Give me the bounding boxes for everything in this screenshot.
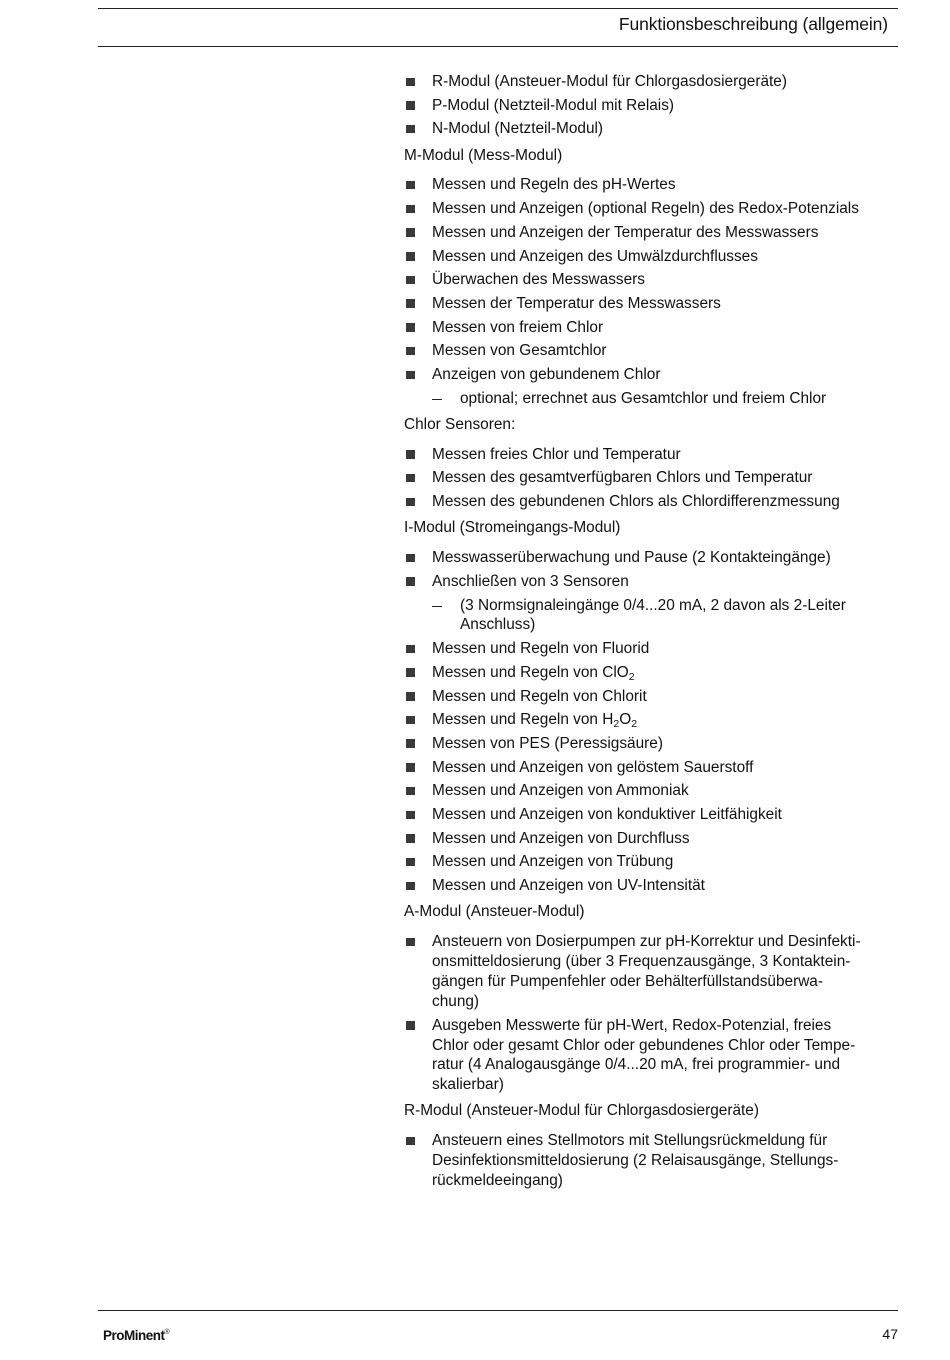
list-item: Messen und Anzeigen von Ammoniak [404, 781, 904, 801]
dash-bullet-icon [432, 606, 442, 608]
square-bullet-icon [406, 323, 415, 332]
square-bullet-icon [406, 181, 415, 190]
list-item: P-Modul (Netzteil-Modul mit Relais) [404, 96, 904, 116]
square-bullet-icon [406, 228, 415, 237]
page-number: 47 [882, 1326, 898, 1342]
square-bullet-icon [406, 1137, 415, 1146]
square-bullet-icon [406, 577, 415, 586]
list-item: Ansteuern von Dosierpumpen zur pH-Korrektur und Desinfekti- onsmitteldosierung (über 3 Frequenzausgänge, 3 Kontaktein- gängen für Pumpenfehler oder Behälterfüllstandsüberwa- chung) [404, 932, 904, 1012]
list-item: Ansteuern eines Stellmotors mit Stellungsrückmeldung für Desinfektionsmitteldosierung (2 Relaisausgänge, Stellungs- rückmeldeeingang) [404, 1131, 904, 1191]
list-item: R-Modul (Ansteuer-Modul für Chlorgasdosiergeräte) [404, 72, 904, 92]
page-header-title: Funktionsbeschreibung (allgemein) [618, 14, 888, 34]
list-item: Messen von freiem Chlor [404, 318, 904, 338]
list-item: Überwachen des Messwassers [404, 270, 904, 290]
header-top-rule [98, 8, 898, 9]
list-item-h2o2: Messen und Regeln von $H_2O_2$ [404, 710, 904, 730]
square-bullet-icon [406, 811, 415, 820]
square-bullet-icon [406, 763, 415, 772]
list-item: Messen und Anzeigen von konduktiver Leitfähigkeit [404, 805, 904, 825]
list-item: Messen des gebundenen Chlors als Chlordifferenzmessung [404, 492, 904, 512]
square-bullet-icon [406, 1021, 415, 1030]
list-item: Messen der Temperatur des Messwassers [404, 294, 904, 314]
square-bullet-icon [406, 938, 415, 947]
square-bullet-icon [406, 645, 415, 654]
i-modul-heading: I-Modul (Stromeingangs-Modul) [404, 519, 621, 537]
sub-list-item: (3 Normsignaleingänge 0/4...20 mA, 2 davon als 2-Leiter Anschluss) [404, 596, 904, 636]
i-modul-list [404, 548, 904, 896]
m-modul-heading: M-Modul (Mess-Modul) [404, 146, 563, 164]
square-bullet-icon [406, 252, 415, 261]
square-bullet-icon [406, 474, 415, 483]
list-item: Anzeigen von gebundenem Chlor [404, 365, 904, 385]
list-item: Messwasserüberwachung und Pause (2 Kontakteingänge) [404, 548, 904, 568]
a-modul-list [404, 932, 904, 1095]
square-bullet-icon [406, 858, 415, 867]
list-item: Messen und Regeln von Chlorit [404, 687, 904, 707]
list-item: Messen von PES (Peressigsäure) [404, 734, 904, 754]
a-modul-heading: A-Modul (Ansteuer-Modul) [404, 903, 585, 921]
square-bullet-icon [406, 739, 415, 748]
list-item: Messen und Anzeigen des Umwälzdurchflusses [404, 247, 904, 267]
square-bullet-icon [406, 101, 415, 110]
list-item: Ausgeben Messwerte für pH-Wert, Redox-Potenzial, freies Chlor oder gesamt Chlor oder gebundenes Chlor oder Tempe- ratur (4 Analogausgänge 0/4...20 mA, frei programmier- und skalierbar) [404, 1016, 904, 1096]
m-modul-list [404, 175, 904, 408]
list-item: Messen und Anzeigen von Durchfluss [404, 829, 904, 849]
square-bullet-icon [406, 787, 415, 796]
footer-rule [98, 1310, 898, 1311]
list-item: Messen und Regeln von Fluorid [404, 639, 904, 659]
content-column [404, 72, 904, 1195]
square-bullet-icon [406, 347, 415, 356]
header-bottom-rule [98, 46, 898, 47]
dash-bullet-icon [432, 399, 442, 401]
list-item: Messen und Anzeigen von UV-Intensität [404, 876, 904, 896]
list-item: N-Modul (Netzteil-Modul) [404, 119, 904, 139]
square-bullet-icon [406, 205, 415, 214]
list-item: Anschließen von 3 Sensoren [404, 572, 904, 592]
square-bullet-icon [406, 692, 415, 701]
square-bullet-icon [406, 882, 415, 891]
list-item: Messen und Anzeigen von gelöstem Sauerstoff [404, 758, 904, 778]
square-bullet-icon [406, 78, 415, 87]
r-modul-heading: R-Modul (Ansteuer-Modul für Chlorgasdosiergeräte) [404, 1102, 759, 1120]
list-item: Messen von Gesamtchlor [404, 341, 904, 361]
list-item: Messen und Anzeigen (optional Regeln) des Redox-Potenzials [404, 199, 904, 219]
list-item: Messen und Anzeigen der Temperatur des Messwassers [404, 223, 904, 243]
chlor-sensoren-list [404, 445, 904, 512]
square-bullet-icon [406, 668, 415, 677]
r-modul-list [404, 1131, 904, 1191]
sub-list-item: optional; errechnet aus Gesamtchlor und freiem Chlor [404, 389, 904, 409]
square-bullet-icon [406, 276, 415, 285]
prominent-logo: ProMinent® [103, 1328, 170, 1343]
square-bullet-icon [406, 554, 415, 563]
square-bullet-icon [406, 371, 415, 380]
list-item: Messen des gesamtverfügbaren Chlors und Temperatur [404, 468, 904, 488]
chlor-sensoren-heading: Chlor Sensoren: [404, 415, 516, 433]
intro-list [404, 72, 904, 139]
square-bullet-icon [406, 716, 415, 725]
square-bullet-icon [406, 125, 415, 134]
list-item-clo2: Messen und Regeln von ClO$_2$ [404, 663, 904, 683]
list-item: Messen freies Chlor und Temperatur [404, 445, 904, 465]
square-bullet-icon [406, 299, 415, 308]
square-bullet-icon [406, 450, 415, 459]
list-item: Messen und Regeln des pH-Wertes [404, 175, 904, 195]
square-bullet-icon [406, 834, 415, 843]
list-item: Messen und Anzeigen von Trübung [404, 852, 904, 872]
square-bullet-icon [406, 498, 415, 507]
